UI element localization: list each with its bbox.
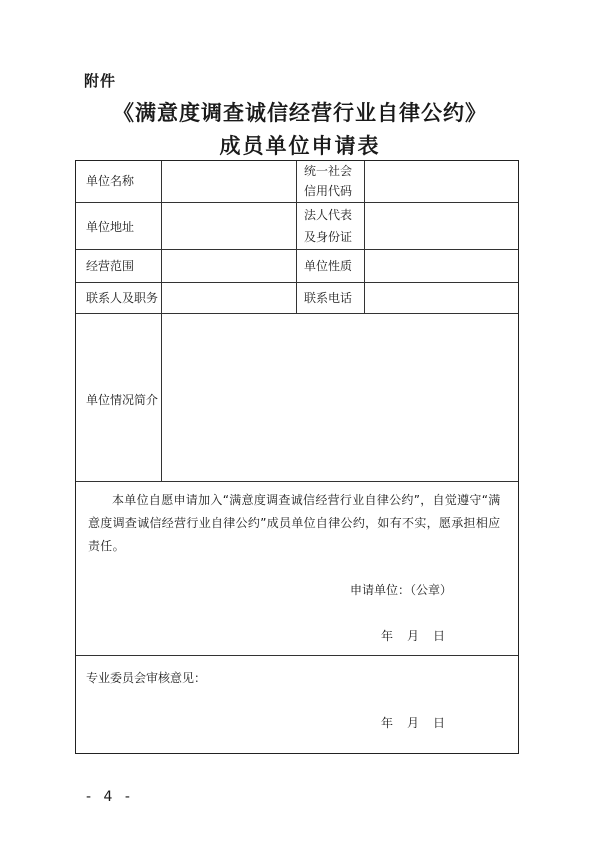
row-divider [76, 655, 518, 656]
unit-intro-label: 单位情况简介 [86, 393, 159, 407]
business-scope-field[interactable] [163, 250, 295, 281]
credit-code-field[interactable] [366, 161, 516, 201]
credit-code-label-line1: 统一社会 [304, 164, 353, 178]
credit-code-label-line2: 信用代码 [304, 184, 353, 198]
unit-name-field[interactable] [163, 161, 295, 201]
declaration-text: 本单位自愿申请加入“满意度调查诚信经营行业自律公约”，自觉遵守“满意度调查诚信经营行业自律公约”成员单位自律公约，如有不实，愿承担相应责任。 [88, 493, 501, 553]
row-divider [76, 481, 518, 482]
business-scope-label: 经营范围 [86, 259, 135, 273]
legal-rep-field[interactable] [366, 203, 516, 248]
unit-nature-field[interactable] [366, 250, 516, 281]
unit-address-label: 单位地址 [86, 220, 135, 234]
committee-review-label: 专业委员会审核意见： [86, 671, 207, 685]
unit-address-field[interactable] [163, 203, 295, 248]
legal-rep-label-line1: 法人代表 [304, 208, 353, 222]
unit-intro-field[interactable] [163, 314, 516, 480]
contact-person-label: 联系人及职务 [86, 291, 159, 305]
applicant-seal-label: 申请单位：（公章） [349, 583, 452, 597]
form-title: 《满意度调查诚信经营行业自律公约》 [113, 101, 487, 125]
column-divider [296, 161, 297, 313]
contact-person-field[interactable] [163, 283, 295, 312]
attachment-label: 附件 [84, 72, 117, 90]
page-number: - 4 - [86, 789, 134, 805]
contact-phone-field[interactable] [366, 283, 516, 312]
column-divider [364, 161, 365, 313]
form-subtitle: 成员单位申请表 [219, 134, 381, 158]
column-divider [161, 161, 162, 481]
contact-phone-label: 联系电话 [304, 291, 353, 305]
application-form-table [75, 160, 519, 754]
legal-rep-label-line2: 及身份证 [304, 230, 353, 244]
application-date: 年 月 日 [380, 629, 446, 643]
review-date: 年 月 日 [380, 716, 446, 730]
unit-nature-label: 单位性质 [304, 259, 353, 273]
unit-name-label: 单位名称 [86, 174, 135, 188]
